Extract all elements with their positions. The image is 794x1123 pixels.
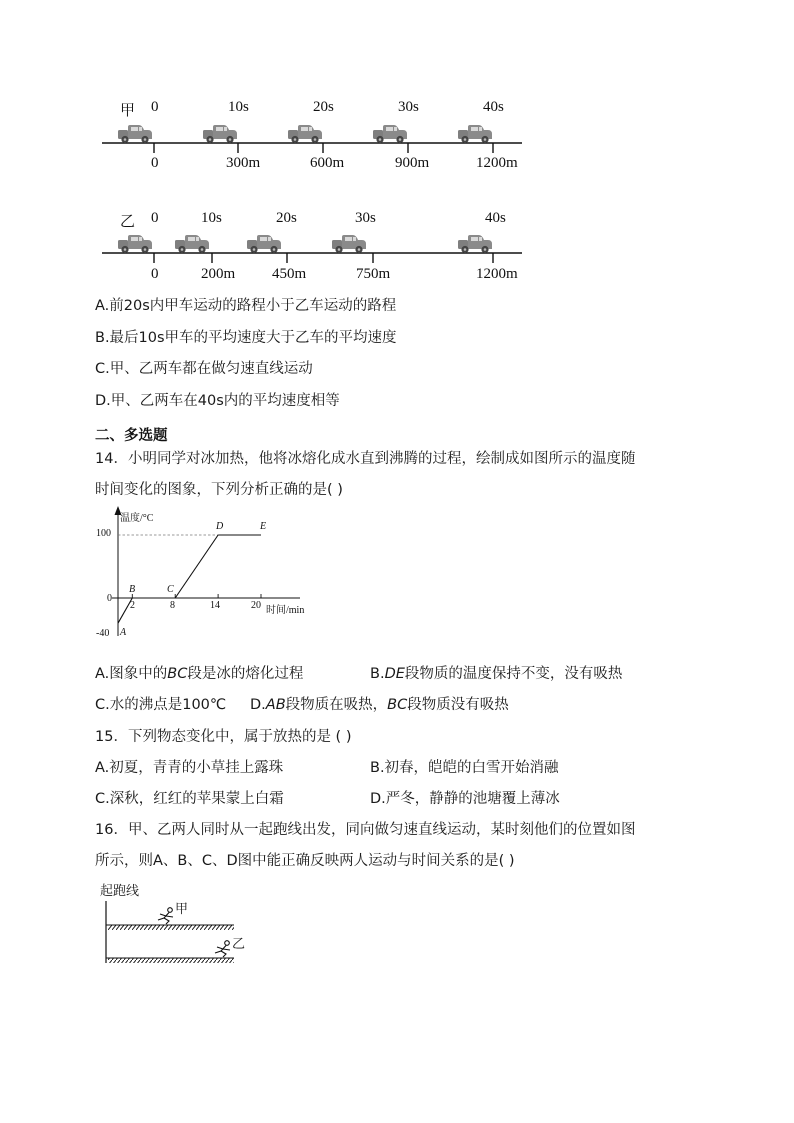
yi-dist-450: 450m — [272, 266, 307, 282]
jia-dist-900: 900m — [395, 155, 430, 171]
jia-label: 甲 — [120, 103, 136, 119]
yi-time-30: 30s — [355, 210, 376, 226]
q14-option-c: C.水的沸点是100℃ — [95, 697, 227, 713]
jia-time-20: 20s — [313, 99, 334, 115]
q14-stem-line1: 14．小明同学对冰加热，他将冰熔化成水直到沸腾的过程，绘制成如图所示的温度随 — [95, 451, 636, 467]
runner-jia-icon — [158, 908, 173, 924]
q14-option-b: B.DE段物质的温度保持不变，没有吸热 — [370, 666, 623, 682]
x-tick-20: 20 — [251, 600, 261, 611]
q15-stem: 15．下列物态变化中，属于放热的是 ( ) — [95, 729, 352, 745]
runner-yi-icon — [215, 941, 230, 957]
x-tick-14: 14 — [210, 600, 220, 611]
section-title: 二、多选题 — [95, 428, 168, 444]
x-tick-8: 8 — [170, 600, 175, 611]
jia-dist-0: 0 — [151, 155, 159, 171]
yi-dist-0: 0 — [151, 266, 159, 282]
runner-jia-label: 甲 — [175, 902, 189, 917]
yi-time-0: 0 — [151, 210, 159, 226]
point-label-d: D — [216, 521, 224, 532]
jia-time-30: 30s — [398, 99, 419, 115]
jia-time-40: 40s — [483, 99, 504, 115]
yi-dist-200: 200m — [201, 266, 236, 282]
yi-time-40: 40s — [485, 210, 506, 226]
jia-dist-600: 600m — [310, 155, 345, 171]
jia-time-0: 0 — [151, 99, 159, 115]
start-line-label: 起跑线 — [100, 884, 140, 899]
point-label-c: C — [167, 584, 174, 595]
q15-option-c: C.深秋，红红的苹果蒙上白霜 — [95, 791, 284, 807]
q15-option-b: B.初春，皑皑的白雪开始消融 — [370, 760, 559, 776]
yi-label: 乙 — [120, 214, 136, 230]
q13-option-b: B.最后10s甲车的平均速度大于乙车的平均速度 — [95, 330, 397, 346]
jia-time-10: 10s — [228, 99, 249, 115]
q15-option-d: D.严冬，静静的池塘覆上薄冰 — [370, 791, 560, 807]
q16-stem-line1: 16．甲、乙两人同时从一起跑线出发，同向做匀速直线运动，某时刻他们的位置如图 — [95, 822, 636, 838]
chart-xlabel: 时间/min — [266, 605, 305, 616]
q15-option-a: A.初夏，青青的小草挂上露珠 — [95, 760, 284, 776]
x-tick-2: 2 — [130, 600, 135, 611]
y-tick-neg40: -40 — [96, 628, 110, 639]
q13-option-a: A.前20s内甲车运动的路程小于乙车运动的路程 — [95, 298, 397, 314]
q13-option-d: D.甲、乙两车在40s内的平均速度相等 — [95, 393, 340, 409]
runner-yi-label: 乙 — [232, 937, 246, 952]
yi-time-20: 20s — [276, 210, 297, 226]
yi-dist-750: 750m — [356, 266, 391, 282]
q14-stem-line2: 时间变化的图象，下列分析正确的是( ) — [95, 482, 343, 498]
y-tick-100: 100 — [96, 528, 111, 539]
point-label-a: A — [120, 627, 127, 638]
chart-ylabel: 温度/°C — [120, 513, 154, 524]
q14-option-d: D.AB段物质在吸热，BC段物质没有吸热 — [250, 697, 509, 713]
q16-stem-line2: 所示，则A、B、C、D图中能正确反映两人运动与时间关系的是( ) — [95, 853, 515, 869]
point-label-b: B — [129, 584, 136, 595]
q13-option-c: C.甲、乙两车都在做匀速直线运动 — [95, 361, 313, 377]
jia-dist-1200: 1200m — [476, 155, 518, 171]
q14-option-a: A.图象中的BC段是冰的熔化过程 — [95, 666, 304, 682]
yi-time-10: 10s — [201, 210, 222, 226]
yi-dist-1200: 1200m — [476, 266, 518, 282]
point-label-e: E — [260, 521, 267, 532]
jia-dist-300: 300m — [226, 155, 261, 171]
y-tick-0: 0 — [107, 593, 112, 604]
